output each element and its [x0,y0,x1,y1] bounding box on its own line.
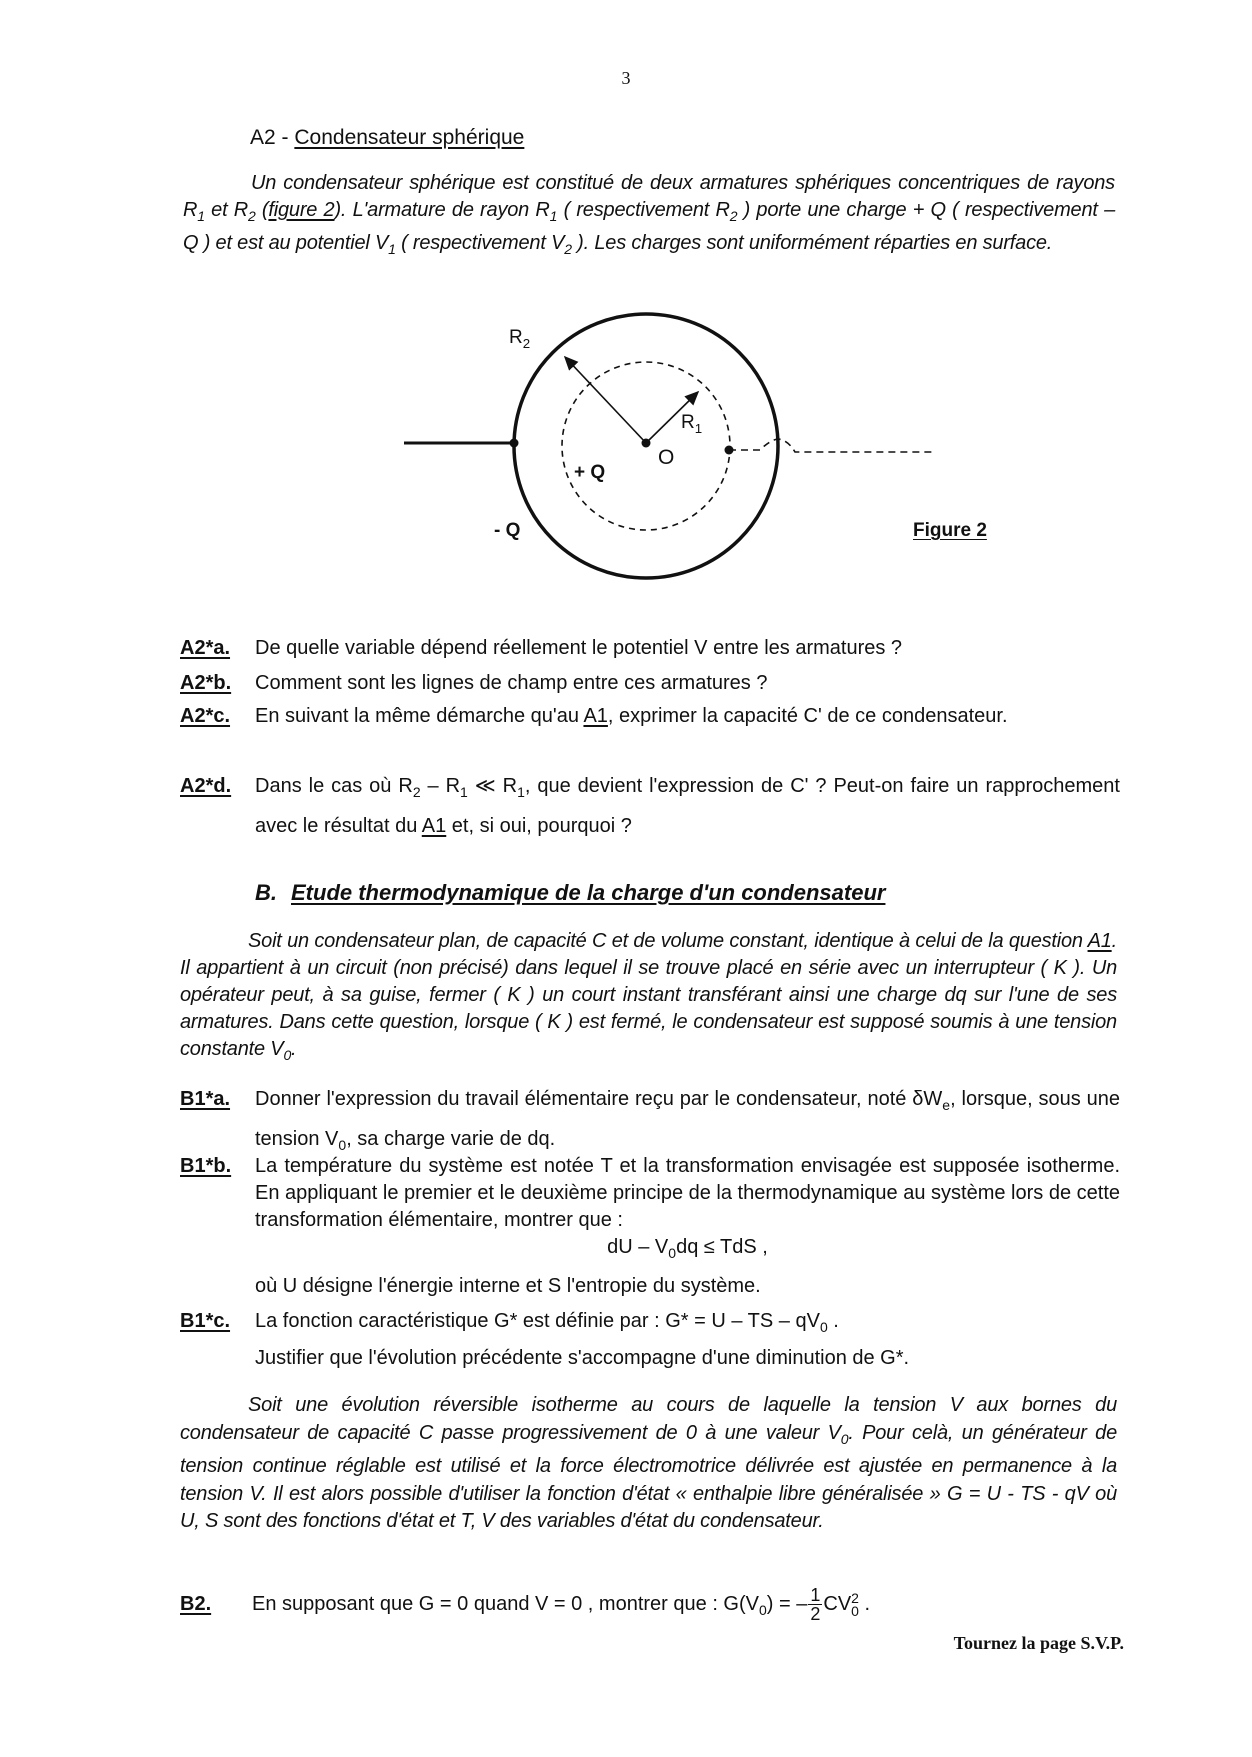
section-b-title: Etude thermodynamique de la charge d'un condensateur [291,880,886,905]
section-a2-title: Condensateur sphérique [294,126,525,149]
equation-inequality: dU – $V_0dq$ ≤ TdS , [607,1236,768,1261]
question-b1c: B1*c. La fonction caractéristique G* est définie par : G* = U – TS – $qV_0$ . Justifier que l'évolution précédente s'accompagne d'une diminution de G*. [180,1306,1120,1374]
question-a2c: A2*c. En suivant la même démarche qu'au A1, exprimer la capacité C' de ce condensateur. [180,703,1120,730]
spherical-capacitor-diagram [0,0,1252,620]
question-a2b: A2*b. Comment sont les lignes de champ entre ces armatures ? [180,667,1120,699]
question-label: B2. [180,1593,212,1615]
label-center-o: O [658,446,675,469]
label-r1: $R_1$ [681,412,703,436]
question-label: B1*b. [180,1155,232,1177]
section-b-intro: Soit un condensateur plan, de capacité C et de volume constant, identique à celui de la question A1. Il appartient à un circuit (non précisé) dans lequel il se trouve placé en série avec un interrupteur ( K ). Un opérateur peut, à sa guise, fermer ( K ) un court instant transférant ainsi une charge dq sur l'une de ses armatures. Dans cette question, lorsque ( K ) est fermé, le condensateur est supposé soumis à une tension constante $V_0$. [180,930,1117,1063]
section-b-letter: B. [255,880,277,905]
page-number: 3 [621,68,631,88]
section-a2-intro: Un condensateur sphérique est constitué de deux armatures sphériques concentriques de rayons $R_1$ et $R_2$ (figure 2). L'armature de rayon $R_1$ ( respectivement $R_2$ ) porte une charge + Q ( respectivement – Q ) et est au potentiel $V_1$ ( respectivement $V_2$ ). Les charges sont uniformément réparties en surface. [183,172,1115,257]
question-b2: B2. En supposant que G = 0 quand V = 0 , montrer que : $G(V_0)$ = – $\frac{1}{2}$ CV 2 0 . [180,1585,871,1625]
fraction-one-half: $\frac{1}{2}$ [810,1585,821,1625]
question-a2d: A2*d. Dans le cas où $R_2 - R_1$ ≪ $R_1$, que devient l'expression de C' ? Peut-on faire un rapprochement avec le résultat du A1 et, si oui, pourquoi ? [180,769,1120,843]
figure-2-caption: Figure 2 [913,520,987,541]
question-label: A2*a. [180,637,231,659]
reversible-evolution-paragraph: Soit une évolution réversible isotherme au cours de laquelle la tension V aux bornes du condensateur de capacité C passe progressivement de 0 à une valeur $V_0$. Pour celà, un générateur de tension continue réglable est utilisé et la force électromotrice délivrée est ajustée en permanence à la tension V. Il est alors possible d'utiliser la fonction d'état « enthalpie libre généralisée » G = U - TS - qV où U, S sont des fonctions d'état et T, V des variables d'état du condensateur. [180,1394,1117,1532]
a1-reference[interactable]: A1 [1087,930,1112,952]
section-a2-label: A2 - [250,126,295,149]
question-label: B1*a. [180,1088,231,1110]
question-label: A2*b. [180,672,232,694]
question-a2a: A2*a. De quelle variable dépend réellement le potentiel V entre les armatures ? [180,632,1120,664]
label-plus-q: + Q [574,462,606,483]
a1-reference[interactable]: A1 [583,705,608,727]
question-b1b: B1*b. La température du système est notée T et la transformation envisagée est supposée isotherme. En appliquant le premier et le deuxième principe de la thermodynamique au système lors de cette transformation élémentaire, montrer que : dU – $V_0dq$ ≤ TdS , où U désigne l'énergie interne et S l'entropie du système. [180,1155,1120,1297]
figure-2-link[interactable]: figure 2 [268,199,335,221]
label-minus-q: - Q [494,520,521,541]
figure-2 [0,0,1252,620]
a1-reference[interactable]: A1 [421,815,447,837]
question-label: B1*c. [180,1310,231,1332]
section-b-heading [255,880,885,906]
question-label: A2*c. [180,705,231,727]
question-label: A2*d. [180,775,232,797]
label-r2: $R_2$ [509,327,531,351]
turn-page-footer: Tournez la page S.V.P. [953,1633,1124,1653]
question-b1a: B1*a. Donner l'expression du travail élémentaire reçu par le condensateur, noté $\delta W_e$, lorsque, sous une tension $V_0$, sa charge varie de dq. [180,1082,1120,1162]
